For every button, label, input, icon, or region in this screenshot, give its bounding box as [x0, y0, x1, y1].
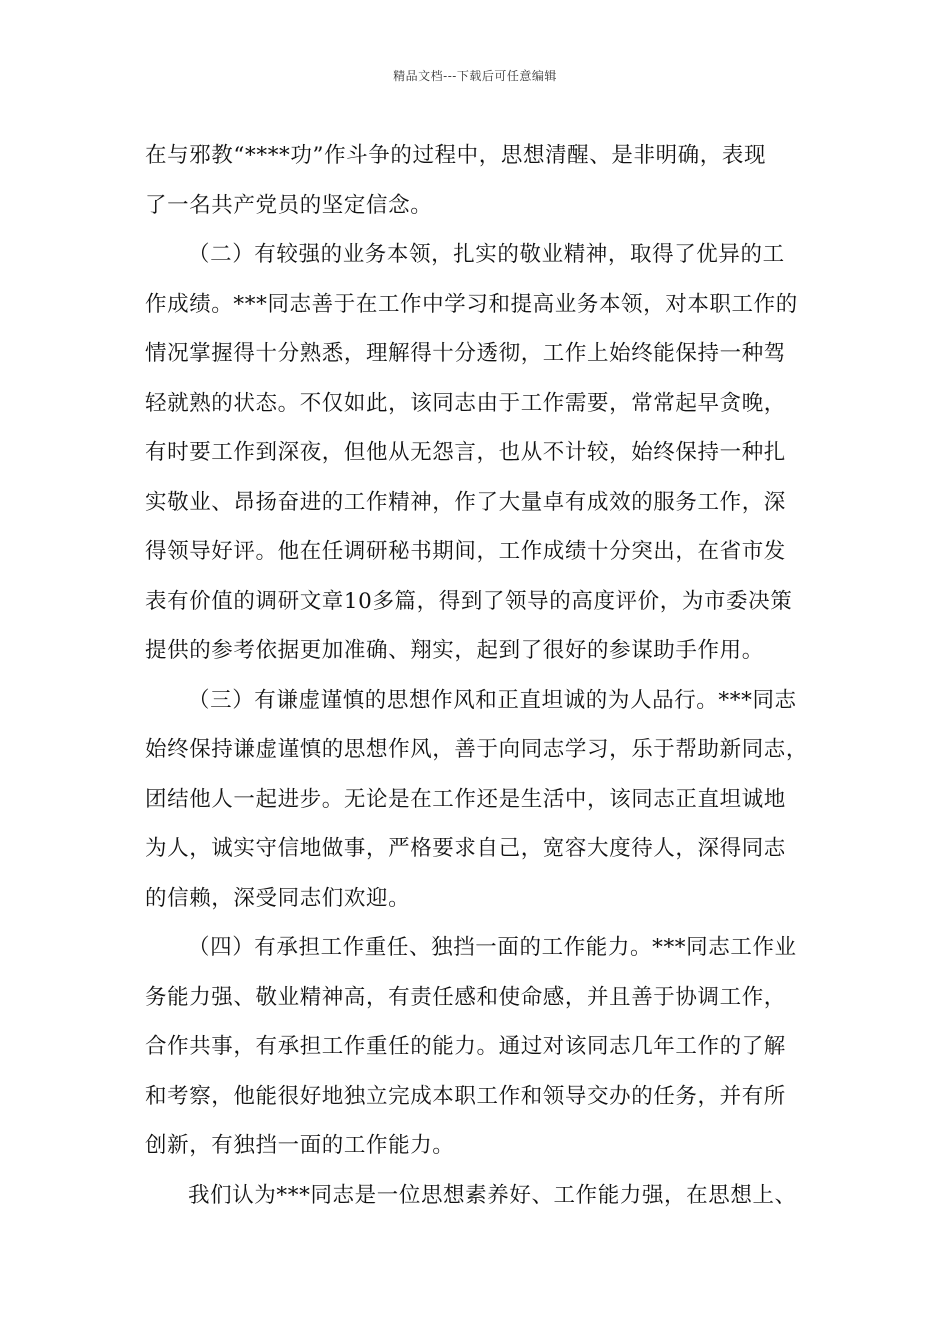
text-line: （二）有较强的业务本领，扎实的敬业精神，取得了优异的工: [188, 242, 785, 267]
page-header: 精品文档---下载后可任意编辑: [393, 69, 557, 83]
text-line: 在与邪教“****功”作斗争的过程中，思想清醒、是非明确，表现: [145, 143, 767, 168]
text-line: 始终保持谦虚谨慎的思想作风，善于向同志学习，乐于帮助新同志，: [145, 737, 809, 762]
text-line: 的信赖，深受同志们欢迎。: [145, 885, 411, 911]
text-line: 作成绩。***同志善于在工作中学习和提高业务本领，对本职工作的: [145, 291, 798, 317]
text-line: 提供的参考依据更加准确、翔实，起到了很好的参谋助手作用。: [145, 638, 764, 663]
paragraph: [145, 923, 825, 1171]
text-line: 合作共事，有承担工作重任的能力。通过对该同志几年工作的了解: [145, 1034, 786, 1059]
document-body: [145, 131, 825, 1220]
text-line: 情况掌握得十分熟悉，理解得十分透彻，工作上始终能保持一种驾: [145, 341, 786, 366]
text-line: 表有价值的调研文章10多篇，得到了领导的高度评价，为市委决策: [145, 588, 793, 614]
text-line: （三）有谦虚谨慎的思想作风和正直坦诚的为人品行。***同志: [188, 687, 797, 713]
text-line: 得领导好评。他在任调研秘书期间，工作成绩十分突出，在省市发: [145, 539, 786, 564]
paragraph: [145, 1171, 825, 1221]
text-line: 和考察，他能很好地独立完成本职工作和领导交办的任务，并有所: [145, 1083, 786, 1109]
text-line: 为人，诚实守信地做事，严格要求自己，宽容大度待人，深得同志: [145, 836, 786, 861]
text-line: 创新，有独挡一面的工作能力。: [145, 1133, 455, 1158]
text-line: 有时要工作到深夜，但他从无怨言，也从不计较，始终保持一种扎: [145, 440, 786, 465]
text-line: 务能力强、敬业精神高，有责任感和使命感，并且善于协调工作，: [145, 984, 786, 1010]
text-line: 实敬业、昂扬奋进的工作精神，作了大量卓有成效的服务工作，深: [145, 489, 786, 515]
text-line: 我们认为***同志是一位思想素养好、工作能力强，在思想上、: [188, 1182, 797, 1208]
paragraph: [145, 131, 825, 230]
text-line: 轻就熟的状态。不仅如此，该同志由于工作需要，常常起早贪晚，: [145, 390, 786, 416]
paragraph: [145, 676, 825, 924]
text-line: （四）有承担工作重任、独挡一面的工作能力。***同志工作业: [188, 935, 797, 960]
paragraph: [145, 230, 825, 676]
text-line: 了一名共产党员的坚定信念。: [145, 192, 433, 218]
text-line: 团结他人一起进步。无论是在工作还是生活中，该同志正直坦诚地: [145, 786, 786, 812]
